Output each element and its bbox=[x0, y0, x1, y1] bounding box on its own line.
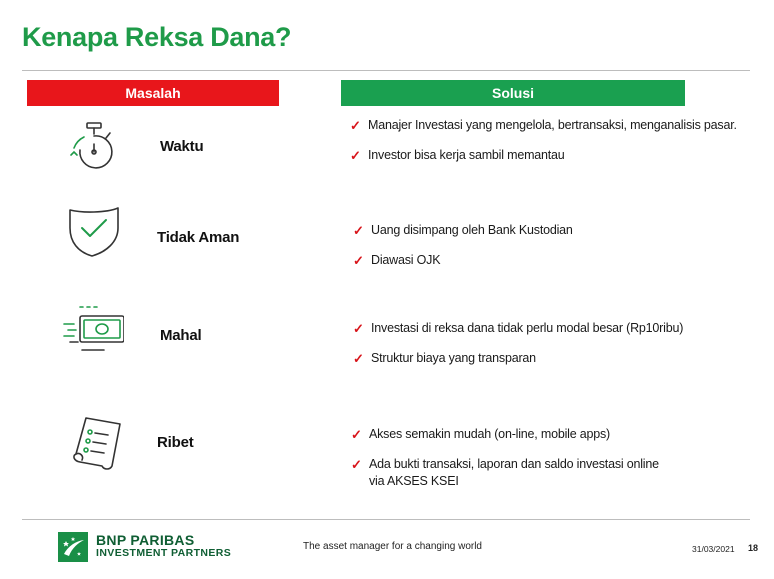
solution-item bbox=[353, 252, 440, 269]
solution-text: Ada bukti transaksi, laporan dan saldo investasi online via AKSES KSEI bbox=[369, 457, 659, 488]
row-label-tidak-aman: Tidak Aman bbox=[157, 229, 240, 246]
brand-subtitle: INVESTMENT PARTNERS bbox=[96, 547, 232, 559]
check-icon: ✓ bbox=[353, 351, 364, 366]
solution-text: Uang disimpang oleh Bank Kustodian bbox=[371, 223, 573, 237]
brand-name: BNP PARIBAS bbox=[96, 532, 195, 548]
page-title: Kenapa Reksa Dana? bbox=[22, 22, 292, 52]
check-icon: ✓ bbox=[350, 148, 361, 163]
money-bill-icon bbox=[60, 300, 124, 364]
check-icon: ✓ bbox=[351, 427, 362, 442]
solution-item bbox=[353, 222, 573, 239]
row-label-ribet: Ribet bbox=[157, 434, 194, 451]
check-icon: ✓ bbox=[350, 118, 361, 133]
solution-text: Akses semakin mudah (on-line, mobile apps) bbox=[369, 427, 611, 441]
masalah-header: Masalah bbox=[27, 80, 279, 106]
document-checklist-icon bbox=[64, 412, 128, 476]
solution-item bbox=[353, 320, 683, 337]
check-icon: ✓ bbox=[353, 253, 364, 268]
check-icon: ✓ bbox=[353, 321, 364, 336]
check-icon: ✓ bbox=[351, 457, 362, 472]
solution-text: Manajer Investasi yang mengelola, bertransaksi, menganalisis pasar. bbox=[368, 118, 737, 132]
title-divider bbox=[22, 70, 750, 71]
solution-text: Investasi di reksa dana tidak perlu modal besar (Rp10ribu) bbox=[371, 321, 684, 335]
page-number: 18 bbox=[748, 543, 759, 553]
row-label-mahal: Mahal bbox=[160, 327, 202, 344]
stars-logo-icon bbox=[58, 532, 88, 562]
solution-text: Diawasi OJK bbox=[371, 253, 441, 267]
footer-divider bbox=[22, 519, 750, 520]
row-label-waktu: Waktu bbox=[160, 138, 204, 155]
solution-text: Investor bisa kerja sambil memantau bbox=[368, 148, 565, 162]
solution-item bbox=[351, 426, 610, 443]
solusi-header: Solusi bbox=[341, 80, 685, 106]
footer-tagline: The asset manager for a changing world bbox=[303, 541, 482, 552]
bnp-paribas-logo bbox=[58, 532, 231, 562]
solution-item bbox=[353, 350, 536, 367]
stopwatch-icon bbox=[62, 118, 126, 182]
solution-item bbox=[350, 147, 565, 164]
solution-text: Struktur biaya yang transparan bbox=[371, 351, 536, 365]
footer-date: 31/03/2021 bbox=[692, 544, 735, 554]
check-icon: ✓ bbox=[353, 223, 364, 238]
solution-item bbox=[351, 456, 659, 490]
solution-item bbox=[350, 117, 737, 134]
shield-check-icon bbox=[62, 200, 126, 264]
